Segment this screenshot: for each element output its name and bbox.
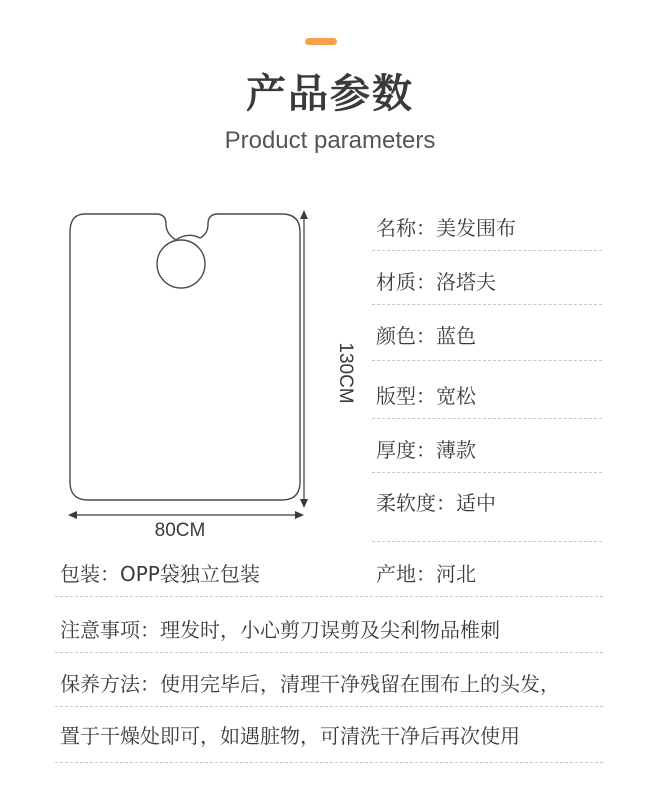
cape-diagram — [60, 200, 340, 540]
spec-material: 材质：洛塔夫 — [376, 270, 496, 294]
divider — [55, 596, 603, 597]
width-arrow-right — [295, 511, 304, 519]
divider — [55, 706, 603, 707]
height-dimension-label: 130CM — [335, 342, 356, 404]
spec-thickness: 厚度：薄款 — [376, 438, 476, 462]
divider — [55, 652, 603, 653]
width-dimension-label: 80CM — [154, 520, 206, 541]
spec-color: 颜色：蓝色 — [376, 324, 476, 348]
care-note-line1: 保养方法：使用完毕后，清理干净残留在围布上的头发， — [60, 672, 560, 696]
divider — [372, 418, 602, 419]
divider — [55, 762, 603, 763]
page-subtitle: Product parameters — [224, 127, 436, 154]
spec-name: 名称：美发围布 — [376, 216, 516, 240]
divider — [372, 360, 602, 361]
height-arrow-top — [300, 210, 308, 219]
spec-fit: 版型：宽松 — [376, 384, 476, 408]
divider — [372, 541, 602, 542]
spec-softness: 柔软度：适中 — [376, 491, 496, 515]
spec-packaging: 包装：OPP袋独立包装 — [60, 562, 260, 586]
caution-note: 注意事项：理发时，小心剪刀误剪及尖利物品椎刺 — [60, 618, 500, 642]
divider — [372, 304, 602, 305]
height-arrow-bottom — [300, 499, 308, 508]
spec-origin: 产地：河北 — [376, 562, 476, 586]
care-note-line2: 置于干燥处即可，如遇脏物，可清洗干净后再次使用 — [60, 724, 520, 748]
width-arrow-left — [68, 511, 77, 519]
divider — [372, 250, 602, 251]
page-title: 产品参数 — [246, 71, 414, 117]
cape-outline — [70, 214, 300, 500]
neck-hole — [157, 240, 205, 288]
divider — [372, 472, 602, 473]
accent-bar — [305, 38, 337, 45]
